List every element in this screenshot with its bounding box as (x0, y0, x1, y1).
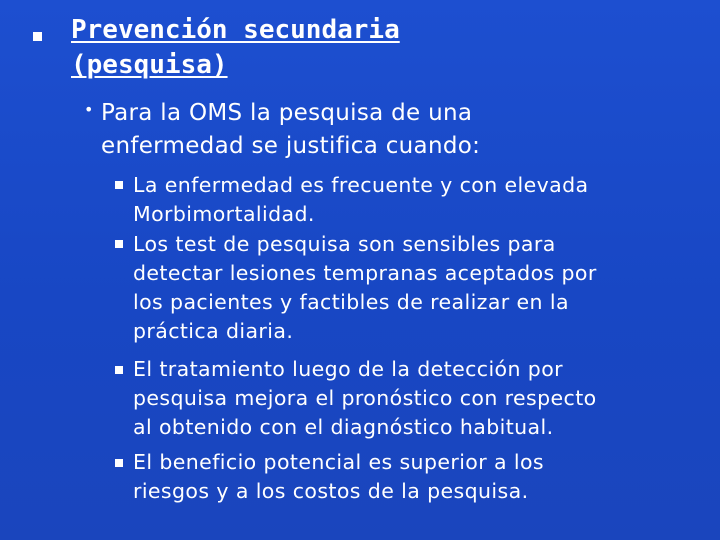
list-item (133, 448, 673, 506)
list-item-line: detectar lesiones tempranas aceptados por (133, 261, 597, 285)
item-bullet-icon (115, 366, 123, 374)
title-line-2: (pesquisa) (71, 50, 228, 80)
list-item (133, 230, 673, 346)
list-item (133, 355, 673, 442)
item-bullet-icon (115, 240, 123, 248)
list-item-line: El tratamiento luego de la detección por (133, 357, 563, 381)
list-item-line: al obtenido con el diagnóstico habitual. (133, 415, 554, 439)
list-item-line: El beneficio potencial es superior a los (133, 450, 544, 474)
list-item-line: Morbimortalidad. (133, 202, 315, 226)
list-item-line: Los test de pesquisa son sensibles para (133, 232, 556, 256)
level1-line-2: enfermedad se justifica cuando: (101, 133, 481, 159)
list-item-line: pesquisa mejora el pronóstico con respecto (133, 386, 597, 410)
list-item-line: riesgos y a los costos de la pesquisa. (133, 479, 529, 503)
list-item-line: los pacientes y factibles de realizar en la (133, 290, 569, 314)
item-bullet-icon (115, 459, 123, 467)
list-item (133, 171, 673, 229)
list-item-line: práctica diaria. (133, 319, 294, 343)
title-bullet-icon (33, 32, 42, 41)
list-item-line: La enfermedad es frecuente y con elevada (133, 173, 589, 197)
item-bullet-icon (115, 181, 123, 189)
slide-title (71, 13, 631, 83)
level1-bullet-icon: • (84, 100, 94, 119)
level1-line-1: Para la OMS la pesquisa de una (101, 100, 473, 126)
level1-text (101, 97, 621, 163)
title-line-1: Prevención secundaria (71, 15, 400, 45)
